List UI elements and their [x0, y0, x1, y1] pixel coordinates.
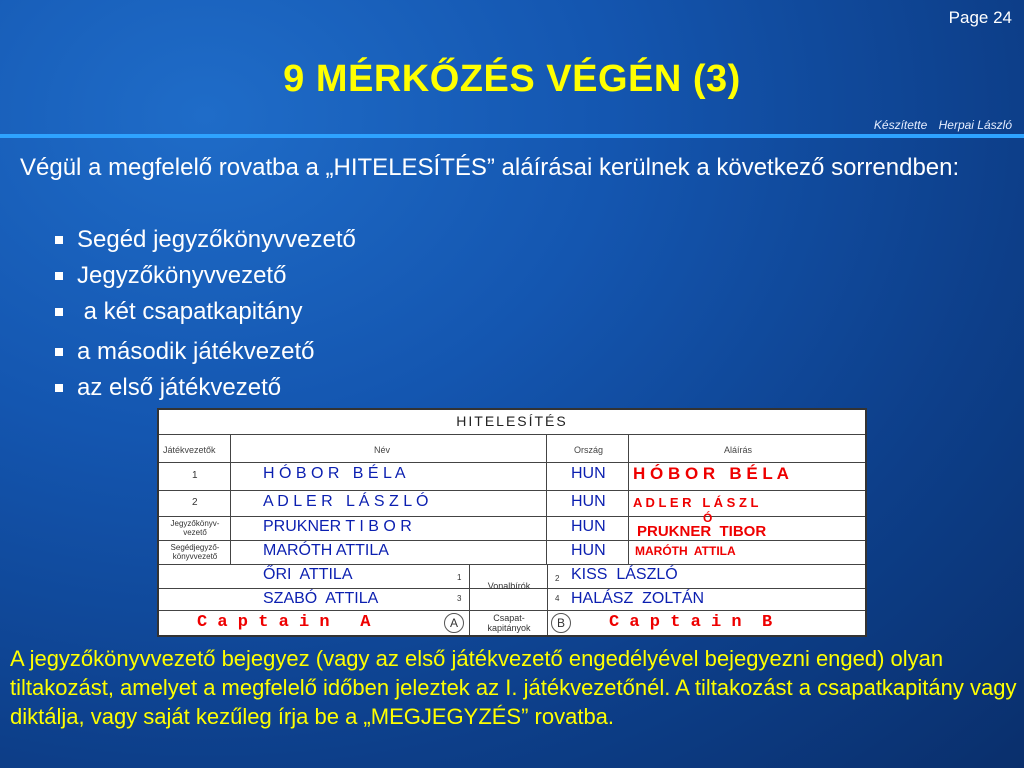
row-label: Segédjegyző- könyvvezető — [170, 543, 220, 561]
header-signature: Aláírás — [724, 445, 753, 455]
captain-a-label: C a p t a i n A — [197, 613, 371, 632]
certification-form — [157, 408, 867, 637]
linesman-1-num: 1 — [457, 573, 462, 582]
linesman-2-name: KISS LÁSZLÓ — [571, 566, 678, 583]
scorer-country: HUN — [571, 518, 606, 535]
intro-text: Végül a megfelelő rovatba a „HITELESÍTÉS” aláírásai kerülnek a következő sorrendben: — [20, 154, 960, 181]
author-name: Herpai László — [938, 118, 1012, 132]
referee-2-signature-overflow: Ó — [703, 511, 713, 525]
title-divider — [0, 134, 1024, 138]
captain-b-circle: B — [551, 613, 571, 633]
referee-2-signature: A D L E R L Á S Z L — [633, 495, 759, 510]
linesman-3-name: SZABÓ ATTILA — [263, 590, 379, 607]
bullet-item: Jegyzőkönyvvezető — [55, 258, 356, 294]
linesman-4-name: HALÁSZ ZOLTÁN — [571, 590, 705, 607]
bullet-item: a második játékvezető — [55, 334, 356, 370]
header-officials: Játékvezetők — [163, 445, 216, 455]
header-country: Ország — [574, 445, 604, 455]
referee-2-country: HUN — [571, 493, 606, 510]
bullet-item: a két csapatkapitány — [55, 294, 356, 330]
linesman-1-name: ŐRI ATTILA — [263, 566, 353, 583]
author-credit — [874, 118, 1012, 132]
page-number: Page 24 — [948, 8, 1012, 27]
assistant-scorer-signature: MARÓTH ATTILA — [635, 544, 736, 558]
bullet-square-icon — [55, 236, 63, 244]
assistant-scorer-name: MARÓTH ATTILA — [263, 542, 389, 559]
scorer-signature: PRUKNER TIBOR — [637, 523, 767, 540]
linesman-3-num: 3 — [457, 594, 462, 603]
captain-b-label: C a p t a i n B — [609, 613, 773, 632]
row-label: Jegyzőkönyv- vezető — [170, 519, 220, 537]
referee-1-name: H Ó B O R B É L A — [263, 465, 406, 482]
captains-label: Csapat- kapitányok — [487, 613, 531, 633]
bullet-square-icon — [55, 308, 63, 316]
linesman-4-num: 4 — [555, 594, 560, 603]
referee-1-signature: H Ó B O R B É L A — [633, 464, 789, 483]
slide-title: 9 MÉRKŐZÉS VÉGÉN (3) — [283, 58, 741, 100]
bullet-item: az első játékvezető — [55, 370, 356, 406]
bullet-item: Segéd jegyzőkönyvvezető — [55, 222, 356, 258]
bullet-list — [55, 222, 356, 406]
row-label: 2 — [192, 497, 198, 508]
referee-1-country: HUN — [571, 465, 606, 482]
linesmen-label: Vonalbírók — [487, 581, 531, 591]
bullet-square-icon — [55, 384, 63, 392]
form-title: HITELESÍTÉS — [456, 413, 568, 429]
explanation-text: A jegyzőkönyvvezető bejegyez (vagy az első játékvezető engedélyével bejegyezni enged) olyan tiltakozást, amelyet a megfelelő időben jeleztek az I. játékvezetőnél. A tiltakozást a csapatkapitány vagy diktálja, vagy saját kezűleg írja be a „MEGJEGYZÉS” rovatba. — [10, 646, 1017, 729]
scorer-name: PRUKNER T I B O R — [263, 518, 412, 535]
referee-2-name: A D L E R L Á S Z L Ó — [263, 493, 429, 510]
author-label: Készítette — [873, 118, 928, 132]
row-label: 1 — [192, 470, 198, 481]
captain-a-circle: A — [444, 613, 464, 633]
linesman-2-num: 2 — [555, 574, 560, 583]
header-name: Név — [374, 445, 391, 455]
assistant-scorer-country: HUN — [571, 542, 606, 559]
bullet-square-icon — [55, 348, 63, 356]
bullet-square-icon — [55, 272, 63, 280]
